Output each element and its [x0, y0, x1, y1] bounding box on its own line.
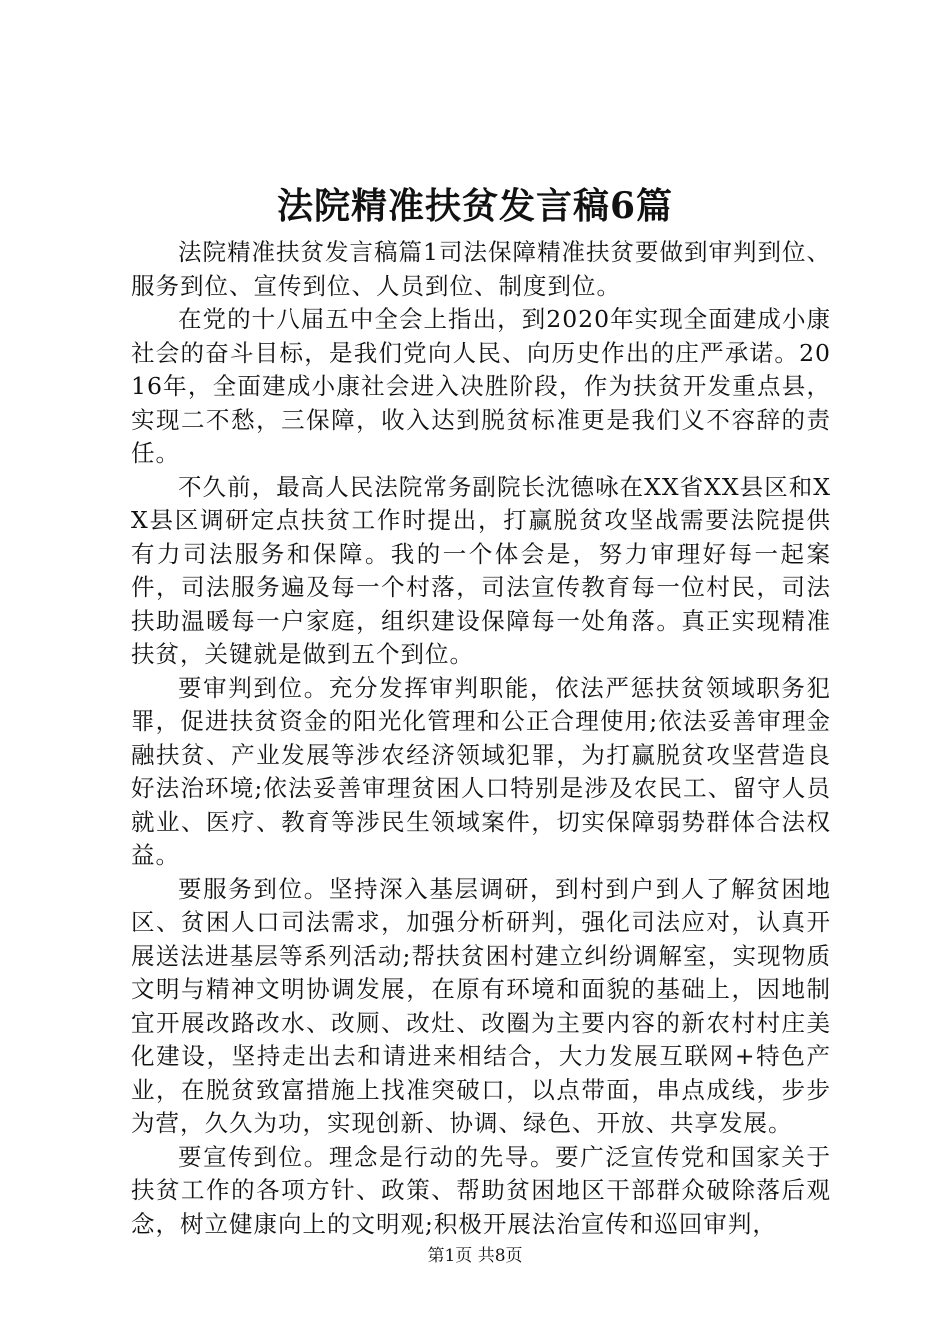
paragraph: 在党的十八届五中全会上指出，到2020年实现全面建成小康社会的奋斗目标，是我们党向人民、向历史作出的庄严承诺。2016年，全面建成小康社会进入决胜阶段，作为扶贫开发重点县，实现二不愁，三保障，收入达到脱贫标准更是我们义不容辞的责任。: [131, 305, 831, 467]
paragraph: 法院精准扶贫发言稿篇1司法保障精准扶贫要做到审判到位、服务到位、宣传到位、人员到位、制度到位。: [131, 238, 831, 300]
page-number-footer: 第1页 共8页: [427, 1246, 523, 1266]
paragraph: 要审判到位。充分发挥审判职能，依法严惩扶贫领域职务犯罪，促进扶贫资金的阳光化管理和公正合理使用;依法妥善审理金融扶贫、产业发展等涉农经济领域犯罪，为打赢脱贫攻坚营造良好法治环境;依法妥善审理贫困人口特别是涉及农民工、留守人员就业、医疗、教育等涉民生领域案件，切实保障弱势群体合法权益。: [131, 673, 831, 869]
paragraph: 不久前，最高人民法院常务副院长沈德咏在XX省XX县区和XX县区调研定点扶贫工作时提出，打赢脱贫攻坚战需要法院提供有力司法服务和保障。我的一个体会是，努力审理好每一起案件，司法服务遍及每一个村落，司法宣传教育每一位村民，司法扶助温暖每一户家庭，组织建设保障每一处角落。真正实现精准扶贫，关键就是做到五个到位。: [131, 472, 831, 668]
paragraph: 要服务到位。坚持深入基层调研，到村到户到人了解贫困地区、贫困人口司法需求，加强分析研判，强化司法应对，认真开展送法进基层等系列活动;帮扶贫困村建立纠纷调解室，实现物质文明与精神文明协调发展，在原有环境和面貌的基础上，因地制宜开展改路改水、改厕、改灶、改圈为主要内容的新农村村庄美化建设，坚持走出去和请进来相结合，大力发展互联网+特色产业，在脱贫致富措施上找准突破口，以点带面，串点成线，步步为营，久久为功，实现创新、协调、绿色、开放、共享发展。: [131, 874, 831, 1137]
document-title: 法院精准扶贫发言稿6篇: [276, 185, 674, 227]
paragraph: 要宣传到位。理念是行动的先导。要广泛宣传党和国家关于扶贫工作的各项方针、政策、帮助贫困地区干部群众破除落后观念，树立健康向上的文明观;积极开展法治宣传和巡回审判，: [131, 1142, 831, 1238]
document-body: [131, 236, 831, 1241]
